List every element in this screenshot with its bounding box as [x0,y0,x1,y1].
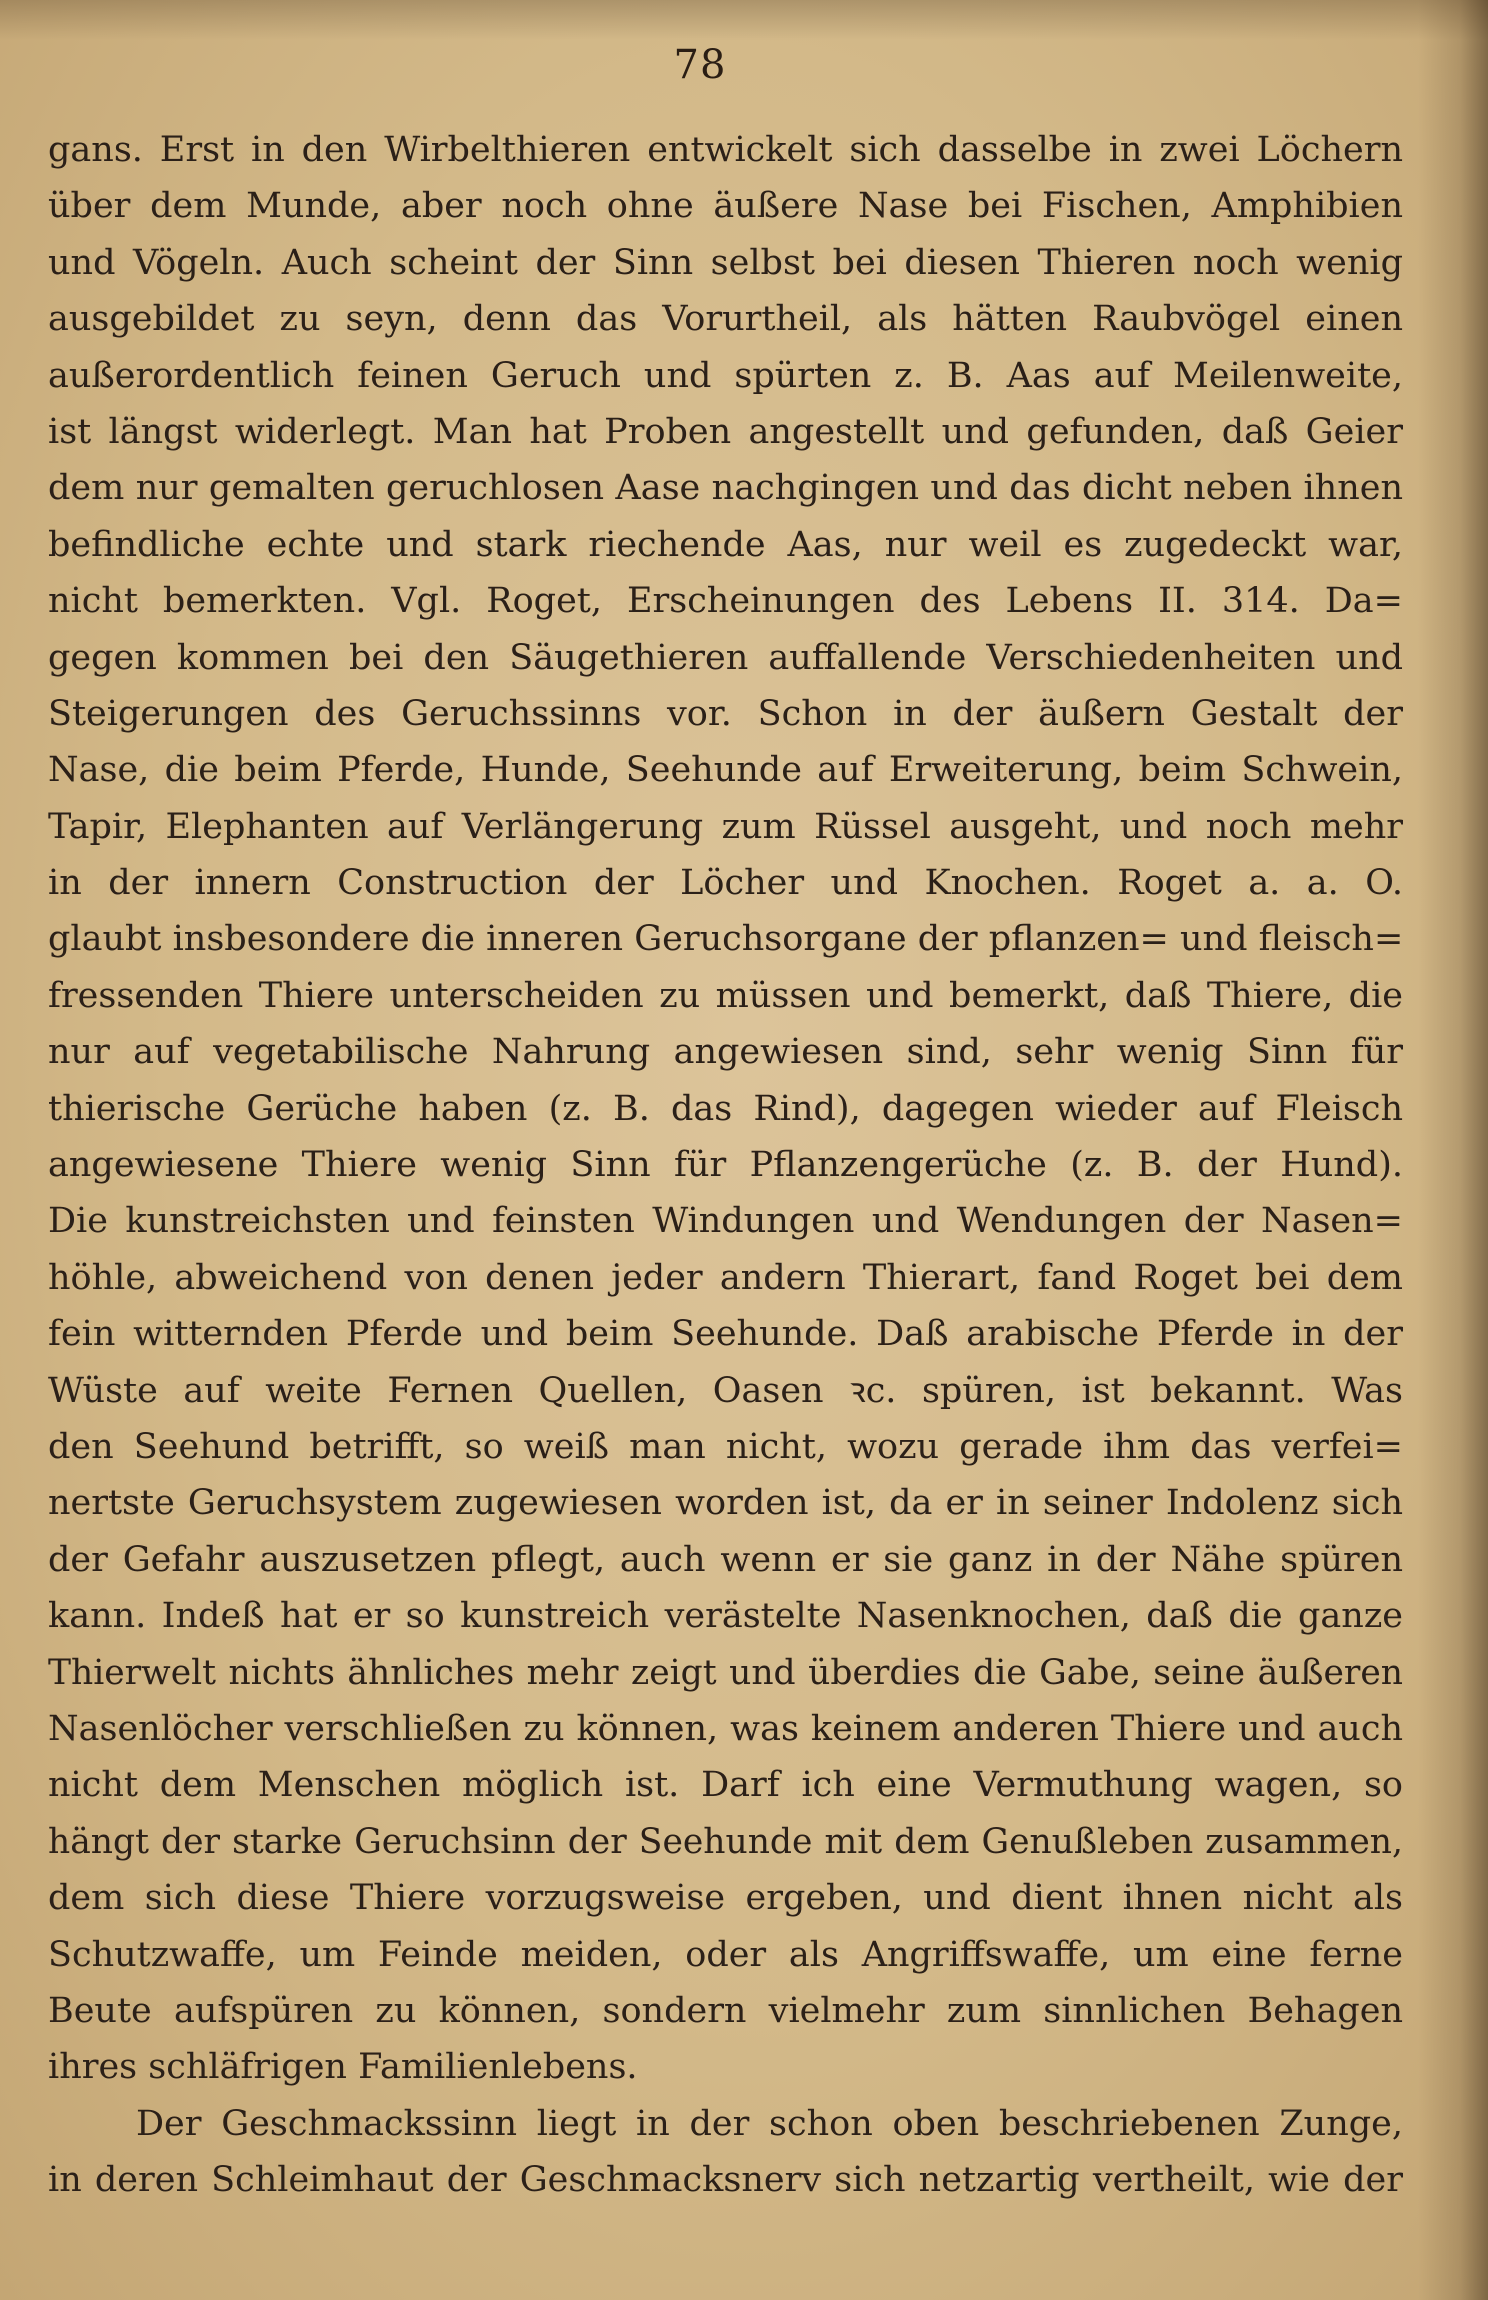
text-line: fressenden Thiere unterscheiden zu müssen und bemerkt, daß Thiere, die [48,975,1403,1016]
text-line: nertste Geruchsystem zugewiesen worden ist, da er in seiner Indolenz sich [48,1483,1403,1524]
text-line: Steigerungen des Geruchssinns vor. Schon in der äußern Gestalt der [48,693,1403,734]
text-line: Die kunstreichsten und feinsten Windungen und Wendungen der Nasen= [48,1201,1403,1242]
text-line: Thierwelt nichts ähnliches mehr zeigt und überdies die Gabe, seine äußeren [48,1652,1403,1693]
text-line: nur auf vegetabilische Nahrung angewiesen sind, sehr wenig Sinn für [48,1032,1403,1073]
text-line: in deren Schleimhaut der Geschmacksnerv sich netzartig vertheilt, wie der [48,2160,1403,2201]
text-line: dem sich diese Thiere vorzugsweise ergeben, und dient ihnen nicht als [48,1878,1403,1919]
text-line: gegen kommen bei den Säugethieren auffallende Verschiedenheiten und [48,637,1403,678]
text-line: Schutzwaffe, um Feinde meiden, oder als Angriffswaffe, um eine ferne [48,1934,1403,1975]
text-line: fein witternden Pferde und beim Seehunde. Daß arabische Pferde in der [48,1314,1403,1355]
paragraph-end-line: ihres schläfrigen Familienlebens. [48,2047,638,2088]
text-line: Wüste auf weite Fernen Quellen, Oasen ꝛc. spüren, ist bekannt. Was [48,1370,1403,1411]
page-top-shadow [0,0,1488,40]
text-line: glaubt insbesondere die inneren Geruchsorgane der pflanzen= und fleisch= [48,919,1403,960]
text-line: nicht bemerkten. Vgl. Roget, Erscheinungen des Lebens II. 314. Da= [48,581,1403,622]
text-line: Nase, die beim Pferde, Hunde, Seehunde auf Erweiterung, beim Schwein, [48,750,1403,791]
page-spine-shadow [1418,0,1488,2300]
text-line: ausgebildet zu seyn, denn das Vorurtheil, als hätten Raubvögel einen [48,299,1403,340]
page-number: 78 [673,42,727,88]
body-text [48,122,1403,2208]
paragraph-start-line: Der Geschmackssinn liegt in der schon oben beschriebenen Zunge, [136,2103,1403,2144]
text-line: kann. Indeß hat er so kunstreich verästelte Nasenknochen, daß die ganze [48,1596,1403,1637]
text-line: gans. Erst in den Wirbelthieren entwickelt sich dasselbe in zwei Löchern [48,130,1403,170]
text-line: über dem Munde, aber noch ohne äußere Nase bei Fischen, Amphibien [48,186,1403,227]
text-line: und Vögeln. Auch scheint der Sinn selbst bei diesen Thieren noch wenig [48,242,1403,283]
text-line: Tapir, Elephanten auf Verlängerung zum Rüssel ausgeht, und noch mehr [48,806,1403,847]
text-line: angewiesene Thiere wenig Sinn für Pflanzengerüche (z. B. der Hund). [48,1145,1403,1186]
text-line: dem nur gemalten geruchlosen Aase nachgingen und das dicht neben ihnen [48,468,1403,509]
text-line: der Gefahr auszusetzen pflegt, auch wenn er sie ganz in der Nähe spüren [48,1539,1403,1580]
text-line: höhle, abweichend von denen jeder andern Thierart, fand Roget bei dem [48,1257,1403,1298]
text-line: befindliche echte und stark riechende Aas, nur weil es zugedeckt war, [48,524,1403,565]
text-line: außerordentlich feinen Geruch und spürten z. B. Aas auf Meilenweite, [48,355,1403,396]
text-line: hängt der starke Geruchsinn der Seehunde mit dem Genußleben zusammen, [48,1821,1403,1862]
text-line: nicht dem Menschen möglich ist. Darf ich eine Vermuthung wagen, so [48,1765,1403,1806]
text-line: in der innern Construction der Löcher und Knochen. Roget a. a. O. [48,863,1403,904]
text-line: thierische Gerüche haben (z. B. das Rind), dagegen wieder auf Fleisch [48,1088,1403,1129]
text-line: ist längst widerlegt. Man hat Proben angestellt und gefunden, daß Geier [48,411,1403,452]
text-line: Nasenlöcher verschließen zu können, was keinem anderen Thiere und auch [48,1708,1403,1749]
text-line: den Seehund betrifft, so weiß man nicht, wozu gerade ihm das verfei= [48,1426,1403,1467]
text-line: Beute aufspüren zu können, sondern vielmehr zum sinnlichen Behagen [48,1990,1403,2031]
